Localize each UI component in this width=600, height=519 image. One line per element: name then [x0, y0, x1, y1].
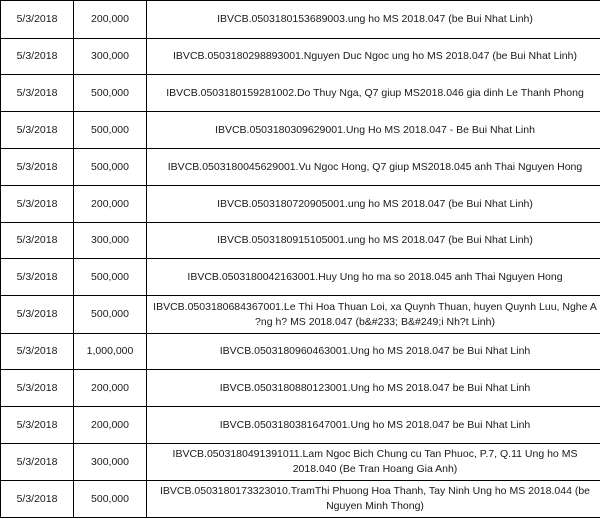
table-row	[1, 444, 600, 481]
description-cell: IBVCB.0503180309629001.Ung Ho MS 2018.047 - Be Bui Nhat Linh	[147, 112, 600, 149]
amount-cell: 500,000	[74, 481, 147, 518]
description-cell: IBVCB.0503180720905001.ung ho MS 2018.047 (be Bui Nhat Linh)	[147, 186, 600, 223]
date-cell: 5/3/2018	[1, 407, 74, 444]
table-row	[1, 149, 600, 186]
amount-cell: 200,000	[74, 407, 147, 444]
date-cell: 5/3/2018	[1, 75, 74, 112]
description-cell: IBVCB.0503180915105001.ung ho MS 2018.047 (be Bui Nhat Linh)	[147, 223, 600, 259]
date-cell: 5/3/2018	[1, 39, 74, 75]
description-cell: IBVCB.0503180173323010.TramThi Phuong Hoa Thanh, Tay Ninh Ung ho MS 2018.044 (be Nguyen Minh Thong)	[147, 481, 600, 518]
description-cell: IBVCB.0503180960463001.Ung ho MS 2018.047 be Bui Nhat Linh	[147, 334, 600, 370]
date-cell: 5/3/2018	[1, 223, 74, 259]
date-cell: 5/3/2018	[1, 186, 74, 223]
description-cell: IBVCB.0503180491391011.Lam Ngoc Bich Chung cu Tan Phuoc, P.7, Q.11 Ung ho MS 2018.040 (Be Tran Hoang Gia Anh)	[147, 444, 600, 481]
table-row	[1, 407, 600, 444]
description-cell: IBVCB.0503180042163001.Huy Ung ho ma so 2018.045 anh Thai Nguyen Hong	[147, 259, 600, 296]
amount-cell: 300,000	[74, 444, 147, 481]
amount-cell: 200,000	[74, 186, 147, 223]
date-cell: 5/3/2018	[1, 444, 74, 481]
description-cell: IBVCB.0503180153689003.ung ho MS 2018.047 (be Bui Nhat Linh)	[147, 1, 600, 39]
description-cell: IBVCB.0503180159281002.Do Thuy Nga, Q7 giup MS2018.046 gia dinh Le Thanh Phong	[147, 75, 600, 112]
amount-cell: 500,000	[74, 259, 147, 296]
amount-cell: 1,000,000	[74, 334, 147, 370]
date-cell: 5/3/2018	[1, 1, 74, 39]
date-cell: 5/3/2018	[1, 149, 74, 186]
date-cell: 5/3/2018	[1, 259, 74, 296]
date-cell: 5/3/2018	[1, 481, 74, 518]
table-row	[1, 296, 600, 334]
amount-cell: 500,000	[74, 112, 147, 149]
table-row	[1, 370, 600, 407]
amount-cell: 500,000	[74, 149, 147, 186]
table-row	[1, 75, 600, 112]
table-row	[1, 186, 600, 223]
description-cell: IBVCB.0503180298893001.Nguyen Duc Ngoc ung ho MS 2018.047 (be Bui Nhat Linh)	[147, 39, 600, 75]
amount-cell: 300,000	[74, 39, 147, 75]
table-row	[1, 259, 600, 296]
amount-cell: 300,000	[74, 223, 147, 259]
table-row	[1, 223, 600, 259]
date-cell: 5/3/2018	[1, 112, 74, 149]
amount-cell: 500,000	[74, 296, 147, 334]
amount-cell: 200,000	[74, 370, 147, 407]
date-cell: 5/3/2018	[1, 370, 74, 407]
table-row	[1, 481, 600, 518]
date-cell: 5/3/2018	[1, 334, 74, 370]
description-cell: IBVCB.0503180880123001.Ung ho MS 2018.047 be Bui Nhat Linh	[147, 370, 600, 407]
amount-cell: 500,000	[74, 75, 147, 112]
table-row	[1, 39, 600, 75]
description-cell: IBVCB.0503180045629001.Vu Ngoc Hong, Q7 giup MS2018.045 anh Thai Nguyen Hong	[147, 149, 600, 186]
table-row	[1, 1, 600, 39]
description-cell: IBVCB.0503180381647001.Ung ho MS 2018.047 be Bui Nhat Linh	[147, 407, 600, 444]
donation-table-body	[1, 1, 600, 518]
table-row	[1, 112, 600, 149]
description-cell: IBVCB.0503180684367001.Le Thi Hoa Thuan Loi, xa Quynh Thuan, huyen Quynh Luu, Nghe A ?ng h? MS 2018.047 (b&#233; B&#249;i Nh?t Linh)	[147, 296, 600, 334]
date-cell: 5/3/2018	[1, 296, 74, 334]
amount-cell: 200,000	[74, 1, 147, 39]
table-row	[1, 334, 600, 370]
